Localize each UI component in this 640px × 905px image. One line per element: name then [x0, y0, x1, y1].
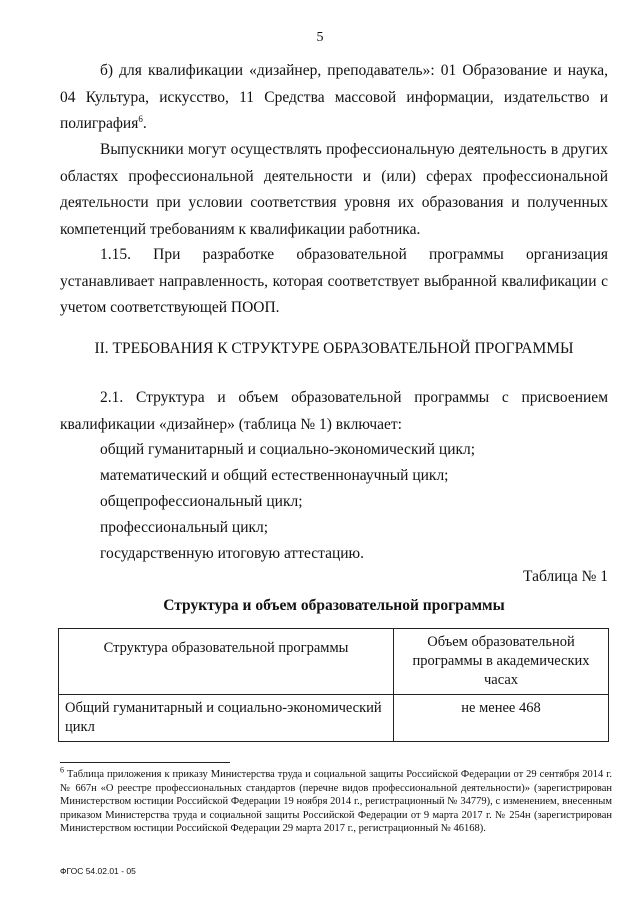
paragraph-1-15: 1.15. При разработке образовательной программы организация устанавливает направленность, которая соответствует выбранной квалификации с учетом соответствующей ПООП. [60, 246, 608, 316]
list-item: государственную итоговую аттестацию. [100, 545, 365, 562]
paragraph-graduates: Выпускники могут осуществлять профессиональную деятельность в других областях профессиональной деятельности и (или) сферах профессиональной деятельности при условии соответствия уровня их образования и полученных компетенций требованиям к квалификации работника. [60, 141, 608, 238]
footer-code: ФГОС 54.02.01 - 05 [60, 866, 136, 876]
list-item: общепрофессиональный цикл; [100, 493, 303, 510]
footnote-divider [60, 762, 230, 763]
list-item: профессиональный цикл; [100, 519, 269, 536]
table-header-cell: Объем образовательной программы в академических часах [394, 629, 609, 695]
structure-table [58, 628, 609, 742]
table-label: Таблица № 1 [523, 568, 608, 585]
footnote-text: Таблица приложения к приказу Министерства труда и социальной защиты Российской Федерации от 29 сентября 2014 г. № 667н «О реестре профессиональных стандартов (перечне видов профессиональной деятельности)» (зарегистрирован Министерством юстиции Российской Федерации 19 ноября 2014 г., регистрационный № 34779), с изменением, внесенным приказом Министерства труда и социальной защиты Российской Федерации от 9 марта 2017 г. № 254н (зарегистрирован Министерством юстиции Российской Федерации 29 марта 2017 г., регистрационный № 46168). [60, 769, 613, 835]
list-item: математический и общий естественнонаучный цикл; [100, 467, 449, 484]
table-cell: не менее 468 [394, 695, 609, 742]
paragraph-qualification-text: б) для квалификации «дизайнер, преподаватель»: 01 Образование и наука, 04 Культура, искусство, 11 Средства массовой информации, издательство и полиграфия [60, 62, 608, 132]
table-cell: Общий гуманитарный и социально-экономический цикл [59, 695, 394, 742]
section-heading: II. ТРЕБОВАНИЯ К СТРУКТУРЕ ОБРАЗОВАТЕЛЬНОЙ ПРОГРАММЫ [94, 340, 574, 357]
paragraph-qualification: б) для квалификации «дизайнер, преподаватель»: 01 Образование и наука, 04 Культура, искусство, 11 Средства массовой информации, издательство и полиграфия$^6$. [60, 62, 608, 132]
page-number: 5 [316, 30, 324, 45]
table-title: Структура и объем образовательной программы [163, 597, 505, 614]
footnote-ref: 6 [138, 113, 143, 124]
table-header-cell: Структура образовательной программы [59, 629, 394, 695]
table-header-row [59, 629, 609, 695]
footnote [60, 765, 613, 836]
footnote-marker: 6 [60, 765, 64, 775]
section-intro: 2.1. Структура и объем образовательной программы с присвоением квалификации «дизайнер» (таблица № 1) включает: [60, 389, 608, 433]
list-item: общий гуманитарный и социально-экономический цикл; [100, 441, 476, 458]
table-row [59, 695, 609, 742]
